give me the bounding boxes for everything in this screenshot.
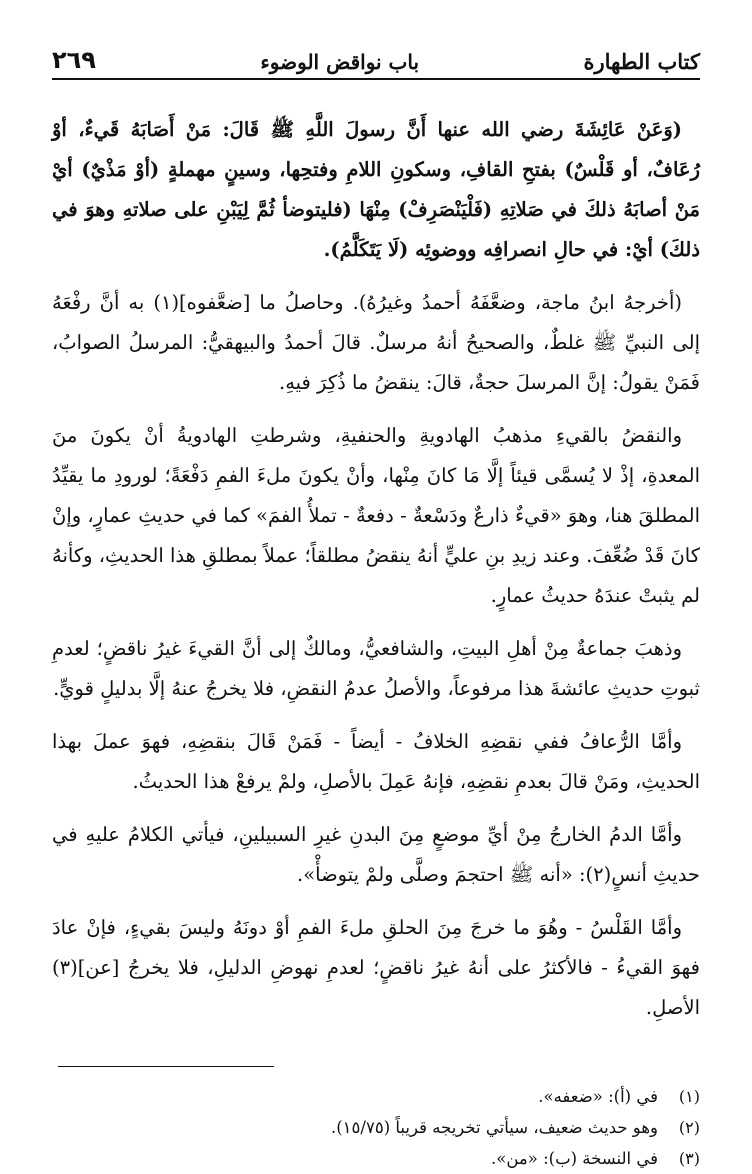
hadith-text: (وَعَنْ عَائِشَةَ رضي الله عنها أَنَّ رسولَ اللَّهِ ﷺ قَالَ: مَنْ أَصَابَهُ قَيءٌ، أوْ رُعَافٌ، أو قَلْسٌ) بفتحِ القافِ، وسكونِ اللامِ وفتحِها، وسينٍ مهملةٍ (أوْ مَذْيٌ) أيْ مَنْ أصابَهُ ذلكَ في صَلاتِهِ (فَلْيَنْصَرِفْ) مِنْهَا (فليتوضأ ثُمَّ لِيَبْنِ على صلاتهِ وهوَ في ذلكَ) أيْ: في حالِ انصرافِه ووضوئِه (لَا يَتَكَلَّمُ). [52,118,700,261]
chapter-title: باب نواقض الوضوء [260,50,420,74]
page-body [52,110,700,1028]
page-header [52,34,700,80]
footnote [52,1143,700,1174]
footnote-number: (٣) [678,1149,700,1168]
page-number: ٢٦٩ [52,46,96,74]
footnote-text: وهو حديث ضعيف، سيأتي تخريجه قريباً (١٥/٧٥). [330,1118,658,1137]
footnote-text: في النسخة (ب): «من». [491,1149,658,1168]
nosebleed-paragraph: وأمَّا الرُّعافُ ففي نقضِهِ الخلافُ - أيضاً - فَمَنْ قَالَ بنقضِهِ، فهوَ عملَ بهذا الحديثِ، ومَنْ قالَ بعدمِ نقضِهِ، فإنهُ عَمِلَ بالأصلِ، ولمْ يرفعْ هذا الحديثُ. [52,730,700,793]
footnote [52,1081,700,1112]
takhrij-paragraph: (أخرجهُ ابنُ ماجة، وضعَّفَهُ أحمدُ وغيرُهُ). وحاصلُ ما [ضعَّفوه](١) به أنَّ رفْعَهُ إلى النبيِّ ﷺ غلطٌ، والصحيحُ أنهُ مرسلٌ. قالَ أحمدُ والبيهقيُّ: المرسلُ الصوابُ، فَمَنْ يقولُ: إنَّ المرسلَ حجةٌ، قالَ: ينقضُ ما ذُكِرَ فيهِ. [52,291,700,394]
vomit-paragraph: والنقضُ بالقيءِ مذهبُ الهادويةِ والحنفيةِ، وشرطتِ الهادويةُ أنْ يكونَ منَ المعدةِ، إذْ لا يُسمَّى قيئاً إلَّا مَا كانَ مِنْها، وأنْ يكونَ ملءَ الفمِ دَفْعَةً؛ لورودِ ما يقيِّدُ المطلقَ هنا، وهوَ «قيءٌ ذارعٌ ودَسْعةٌ - دفعةٌ - تملأُ الفمَ» كما في حديثِ عمارٍ، وإنْ كانَ قَدْ ضُعِّفَ. وعند زيدِ بنِ عليٍّ أنهُ ينقضُ مطلقاً؛ عملاً بمطلقِ هذا الحديثِ، وكأنهُ لم يثبتْ عندَهُ حديثُ عمارٍ. [52,424,700,607]
footnotes [52,1081,700,1174]
footnote [52,1112,700,1143]
blood-paragraph: وأمَّا الدمُ الخارجُ مِنْ أيِّ موضعٍ مِنَ البدنِ غيرِ السبيلينِ، فيأتي الكلامُ عليهِ في حديثِ أنسٍ(٢): «أنه ﷺ احتجمَ وصلَّى ولمْ يتوضأْ». [52,823,700,886]
footnote-divider [58,1066,274,1067]
footnote-number: (٢) [678,1118,700,1137]
footnote-number: (١) [678,1087,700,1106]
footnote-divider-wrap [52,1066,700,1067]
book-title: كتاب الطهارة [583,49,700,74]
footnote-text: في (أ): «ضعفه». [538,1087,658,1106]
majority-paragraph: وذهبَ جماعةٌ مِنْ أهلِ البيتِ، والشافعيُّ، ومالكٌ إلى أنَّ القيءَ غيرُ ناقضٍ؛ لعدمِ ثبوتِ حديثِ عائشةَ هذا مرفوعاً، والأصلُ عدمُ النقضِ، فلا يخرجُ عنهُ إلَّا بدليلٍ قويٍّ. [52,637,700,700]
qals-paragraph: وأمَّا القَلْسُ - وهُوَ ما خرجَ مِنَ الحلقِ ملءَ الفمِ أوْ دونَهُ وليسَ بقيءٍ، فإنْ عادَ فهوَ القيءُ - فالأكثرُ على أنهُ غيرُ ناقضٍ؛ لعدمِ نهوضِ الدليلِ، فلا يخرجُ [عن](٣) الأصلِ. [52,916,700,1019]
